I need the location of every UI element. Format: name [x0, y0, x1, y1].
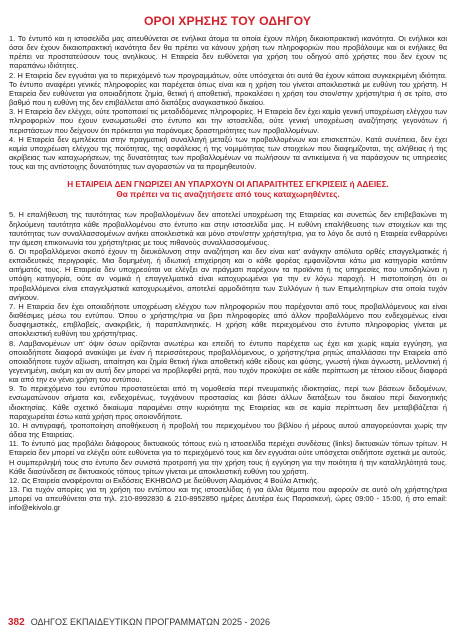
term-paragraph: 5. Η επαλήθευση της ταυτότητας των προβαλλομένων δεν αποτελεί υποχρέωση της Εταιρείας και συνεπώς δεν επιβεβαιώνει τη δηλούμενη ταυτότητα κάθε προβαλλομένου στο έντυπο και στην ιστοσελίδα μας. Η ευθύνη επαλήθευσης των στοιχείων και της ταυτότητας των συναλλασσομένων ανήκει αποκλειστικά και μόνο στον/στην χρήστη/τρια, για το λόγο δε αυτό η Εταιρεία ενθαρρύνει την άμεση επικοινωνία του χρήστη/τριας με τους πιθανούς συναλλασσομένους.: [9, 210, 447, 247]
term-paragraph: 6. Οι προβαλλόμενοι σκοπό έχουν τη διευκόλυνση στην αναζήτηση και δεν είναι κατ' ανάγκην απόλυτα ορθές επαγγελματικές ή εκπαιδευτικές περιγραφές. Μια δομημένη, ή ιδιωτική επιχείρηση και ο κάθε φορέας εμφανίζονται κάτω μια κατηγορία κατόπιν αιτήματός τους. Η Εταιρεία δεν υποχρεούται να ελέγξει αν πράγματι παρέχουν τα προϊόντα ή τις υπηρεσίες που υποδηλώνει η υπόψη κατηγορία, ούτε αν νομικά ή επαγγελματικά είναι κατοχυρωμένοι για την εν λόγω παροχή. Η πιστοποίηση ότι οι προβαλλόμενοι είναι επαγγελματικά κατοχυρωμένοι, αποτελεί αρμοδιότητα των Συλλόγων ή των Επιμελητηρίων στα οποία τυχόν ανήκουν.: [9, 246, 447, 302]
term-paragraph: 3. Η Εταιρεία δεν ελέγχει, ούτε τροποποιεί τις μεταδιδόμενες πληροφορίες. Η Εταιρεία δεν έχει καμία γενική υποχρέωση ελέγχου των πληροφοριών που έχουν ενσωματωθεί στο έντυπο και την ιστοσελίδα, ούτε γενική υποχρέωση αναζήτησης γεγονότων ή περιστάσεων που δείχνουν ότι πρόκειται για παράνομες δραστηριότητες των προβαλλομένων.: [9, 107, 447, 135]
footer-title: ΟΔΗΓΟΣ ΕΚΠΑΙΔΕΥΤΙΚΩΝ ΠΡΟΓΡΑΜΜΑΤΩΝ 2025 - 2026: [30, 617, 271, 627]
term-paragraph: 11. Το έντυπό μας προβάλει διάφορους δικτυακούς τόπους ενώ η ιστοσελίδα περιέχει συνδέσεις (links) δικτυακών τόπων τρίτων. Η Εταιρεία δεν μπορεί να ελέγξει ούτε ευθύνεται για το περιεχόμενό τους και δεν εγγυάται ούτε υπόσχεται οτιδήποτε σχετικά με αυτούς. Η συμπεριληψή τους στο έντυπο δεν συνιστά προτροπή για την χρήση τους ή εγγύηση για την ποιότητα ή την καταλληλότητά τους. Κάθε διασύνδεση σε δικτυακούς τόπους τρίτων γίνεται με αποκλειστική ευθύνη του χρήστη.: [9, 439, 447, 476]
term-paragraph: 8. Λαμβανομένων υπ' όψιν όσων ορίζονται ανωτέρω και επειδή το έντυπο παρέχεται ως έχει και χωρίς καμία εγγύηση, για οποιαδήποτε διαφορά ανακύψει με έναν ή περισσότερους προβαλλόμενους, ο χρήστης/τρια ρητώς απαλλάσσει την Εταιρεία από οποιαδήποτε τυχόν αξίωση, απαίτηση και ζημία θετική ή/και αποθετική κάθε είδους και φύσης, γνωστή ή/και άγνωστη, μελλοντική ή γεγενημένη, ακόμη και αν αυτή δεν μπορεί να προβλεφθεί ρητά, που τυχόν προκύψει σε κάθε περίπτωση με τέτοιου είδους διαφορά και από την εν γένει χρήση του εντύπου.: [9, 338, 447, 385]
term-paragraph: 4. Η Εταιρεία δεν εμπλέκεται στην πραγματική συναλλαγή μεταξύ των προβαλλομένων και επισκεπτών. Κατά συνέπεια, δεν έχει καμία υποχρέωση ελέγχου της ποιότητας, της ασφάλειας ή της νομιμότητας των στοιχείων που διαφημίζονται, της αλήθειας ή της ακρίβειας των καταχωρήσεων, της δυνατότητας των προβαλλομένων να πωλήσουν τα αντικείμενα ή να παράσχουν τις υπηρεσίες τους και της αντίστοιχης δυνατότητας των αγοραστών να τα προμηθευτούν.: [9, 134, 447, 172]
term-paragraph: 1. Το έντυπό και η ιστοσελίδα μας απευθύνεται σε ενήλικα άτομα τα οποία έχουν πλήρη δικαιοπρακτική ικανότητα. Οι ενήλικοι και όσοι δεν έχουν δικαιοπρακτική ικανότητα δεν θα πρέπει να κάνουν χρήση των πληροφοριών που προβάλουμε και οι ενήλικες θα πρέπει να προστατεύσουν τους ανηλίκους. Η Εταιρεία δεν ευθύνεται για χρήση του οδηγού από χρήστες που δεν έχουν τις παραπάνω ιδιότητες.: [9, 34, 447, 71]
term-paragraph: 9. Το περιεχόμενο του εντύπου προστατεύεται από τη νομοθεσία περί πνευματικής ιδιοκτησίας, περί των βάσεων δεδομένων, ενσωματώνουν σήματα και, ενδεχομένως, τυγχάνουν προστασίας και βάσει άλλων διατάξεων του δικαίου περί διανοητικής ιδιοκτησίας. Κάθε σχετικό δικαίωμα παραμένει στην κυριότητα της Εταιρείας και σε καμία περίπτωση δεν μεταβιβάζεται ή παραχωρείται έστω κατά χρήση προς οποιονδήποτε.: [9, 384, 447, 421]
term-paragraph: 7. Η Εταιρεία δεν έχει οποιαδήποτε υποχρέωση ελέγχου των πληροφοριών που παρέχονται από τους προβαλλόμενους και είναι διαθέσιμες μέσω του εντύπου. Όπου ο χρήστης/τρια να βρει πληροφορίες από άλλον προβαλλόμενο που ενδεχομένως είναι δυσφημιστικές, επιβλαβείς, ανακριβείς, ή παραπλανητικές. Η χρήση κάθε περιεχομένου στο έντυπο πληροφορίας γίνεται με αποκλειστική ευθύνη του χρήστη/τριας.: [9, 301, 447, 339]
warning-notice: [9, 180, 447, 200]
terms-body: [9, 34, 447, 513]
page-title: ΟΡΟΙ ΧΡΗΣΗΣ ΤΟΥ ΟΔΗΓΟΥ: [143, 14, 312, 28]
term-paragraph: 13. Για τυχόν απορίες για τη χρήση του εντύπου και της ιστοσελίδας ή για άλλα θέματα που αφορούν σε αυτό ο/η χρήστης/τρια μπορεί να απευθύνεται στα τηλ. 210-8992830 & 210-8952850 ημέρες Δευτέρα έως Παρασκευή, ώρες 09:00 - 15:00, ή στο email: info@ekivolo.gr: [9, 485, 447, 513]
page-footer: [8, 614, 455, 630]
page-number: 382: [8, 616, 25, 628]
warning-subheading: Θα πρέπει να τις αναζητήσετε από τους καταχωρηθέντες.: [116, 190, 340, 200]
term-paragraph: 10. Η αντιγραφή, τροποποίηση αποθήκευση ή προβολή του περιεχομένου του βιβλίου ή μέρους αυτού απαγορεύονται χωρίς την άδεια της Εταιρείας.: [9, 420, 447, 440]
term-paragraph: 2. Η Εταιρεία δεν εγγυάται για το περιεχόμενό των προγραμμάτων, ούτε υπόσχεται ότι αυτά θα έχουν κάποια συγκεκριμένη ιδιότητα. Το έντυπο αναφέρει γενικές πληροφορίες και παρέχεται όπως είναι και η χρήση του γίνεται αποκλειστικά με ευθύνη του χρήστη. Η Εταιρεία δεν ευθύνεται για οποιαδήποτε ζημία, θετική ή αποθετική, προκαλέσει η χρήση του στον/στην χρήστη/τρια ή σε τρίτο, στο βαθμό που η ευθύνη της δεν επιβάλλεται από διατάξεις αναγκαστικού δικαίου.: [9, 70, 447, 108]
term-paragraph: 12. Ως Εταιρεία αναφέρονται οι Εκδόσεις ΕΚΗΒΟΛΟ με διεύθυνση Αλαμάνας 4 Βούλα Αττικής.: [9, 475, 320, 485]
warning-heading: Η ΕΤΑΙΡΕΙΑ ΔΕΝ ΓΝΩΡΙΖΕΙ ΑΝ ΥΠΑΡΧΟΥΝ ΟΙ ΑΠΑΡΑΙΤΗΤΕΣ ΕΓΚΡΙΣΕΙΣ ή ΑΔΕΙΕΣ.: [67, 180, 389, 190]
